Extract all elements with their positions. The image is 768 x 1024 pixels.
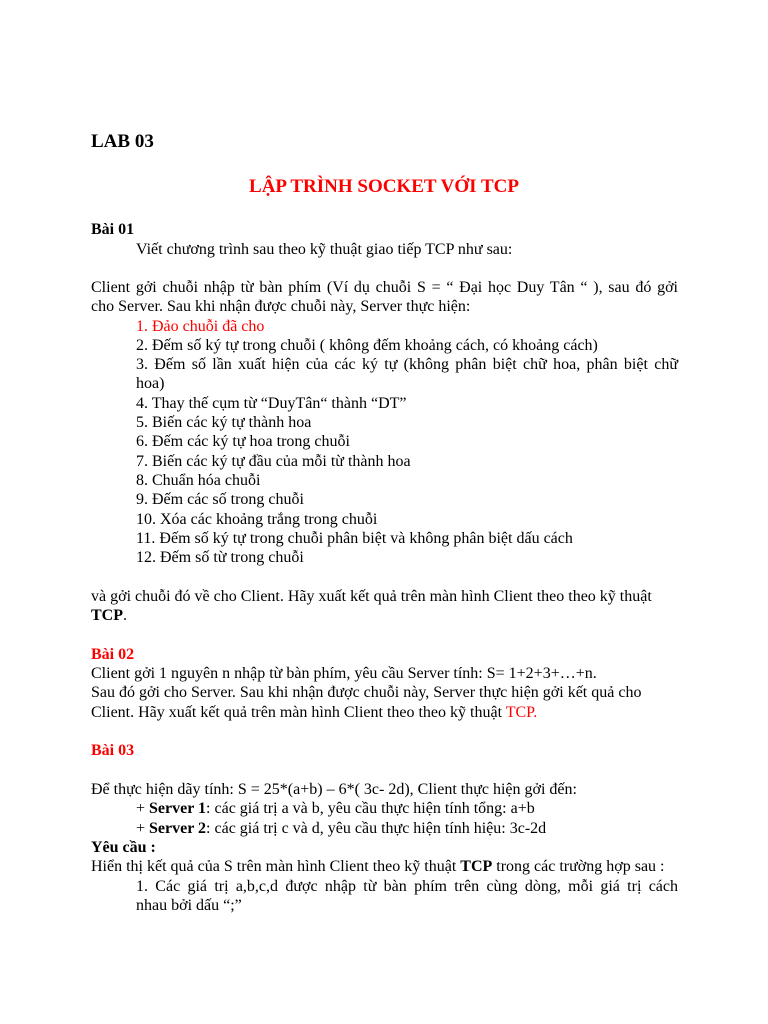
tcp-keyword: TCP.	[505, 704, 538, 721]
lab-label: LAB 03	[91, 131, 154, 152]
list-item: 7. Biến các ký tự đầu của mỗi từ thành hoa	[136, 453, 411, 470]
bullet-plus: +	[136, 820, 150, 837]
bai02-line: Sau đó gởi cho Server. Sau khi nhận được chuỗi này, Server thực hiện gởi kết quả cho	[91, 684, 642, 701]
list-item: 4. Thay thế cụm từ “DuyTân“ thành “DT”	[136, 395, 407, 412]
bai02-line-text: Client. Hãy xuất kết quả trên màn hình Client theo theo kỹ thuật	[91, 704, 506, 721]
bullet-plus: +	[136, 800, 150, 817]
requirement-text: Hiển thị kết quả của S trên màn hình Client theo kỹ thuật	[91, 858, 461, 875]
server2-line	[136, 819, 546, 838]
server2-label: Server 2	[149, 820, 207, 837]
list-item: 1. Đảo chuỗi đã cho	[136, 318, 265, 335]
list-item: 3. Đếm số lần xuất hiện của các ký tự (không phân biệt chữ hoa, phân biệt chữ	[136, 356, 678, 373]
list-item: 11. Đếm số ký tự trong chuỗi phân biệt và không phân biệt dấu cách	[136, 530, 573, 547]
list-item: hoa)	[136, 375, 165, 392]
list-item: 6. Đếm các ký tự hoa trong chuỗi	[136, 433, 350, 450]
list-item: 5. Biến các ký tự thành hoa	[136, 414, 312, 431]
bai02-line: Client gởi 1 nguyên n nhập từ bàn phím, yêu cầu Server tính: S= 1+2+3+…+n.	[91, 665, 597, 682]
bai01-closing-line: và gởi chuỗi đó về cho Client. Hãy xuất kết quả trên màn hình Client theo theo kỹ thuật	[91, 588, 652, 605]
requirement-text: trong các trường hợp sau :	[492, 858, 665, 875]
server1-label: Server 1	[149, 800, 207, 817]
bai03-heading: Bài 03	[91, 742, 135, 759]
requirement-line	[91, 857, 664, 876]
bai02-heading: Bài 02	[91, 646, 135, 663]
case-line: nhau bởi dấu “;”	[136, 897, 242, 914]
case-line: 1. Các giá trị a,b,c,d được nhập từ bàn phím trên cùng dòng, mỗi giá trị cách	[136, 878, 678, 895]
page-title: LẬP TRÌNH SOCKET VỚI TCP	[249, 176, 519, 197]
bai01-heading: Bài 01	[91, 221, 135, 238]
tcp-keyword: TCP	[460, 858, 493, 875]
list-item: 12. Đếm số từ trong chuỗi	[136, 549, 304, 566]
bai01-para-line: cho Server. Sau khi nhận được chuỗi này, Server thực hiện:	[91, 298, 471, 315]
bai01-para-line: Client gởi chuỗi nhập từ bàn phím (Ví dụ chuỗi S = “ Đại học Duy Tân “ ), sau đó gởi	[91, 279, 678, 296]
tcp-keyword: TCP	[91, 607, 123, 624]
list-item: 2. Đếm số ký tự trong chuỗi ( không đếm khoảng cách, có khoảng cách)	[136, 337, 598, 354]
list-item: 9. Đếm các số trong chuỗi	[136, 491, 304, 508]
server1-text: : các giá trị a và b, yêu cầu thực hiện tính tổng: a+b	[206, 800, 535, 817]
bai03-line: Để thực hiện dãy tính: S = 25*(a+b) – 6*( 3c- 2d), Client thực hiện gởi đến:	[91, 781, 577, 798]
bai01-intro: Viết chương trình sau theo kỹ thuật giao tiếp TCP như sau:	[136, 241, 513, 258]
server1-line	[136, 799, 535, 818]
requirement-label: Yêu cầu :	[91, 839, 156, 856]
list-item: 10. Xóa các khoảng trắng trong chuỗi	[136, 511, 378, 528]
bai01-closing-line	[91, 606, 127, 625]
closing-period: .	[123, 607, 127, 624]
server2-text: : các giá trị c và d, yêu cầu thực hiện tính hiệu: 3c-2d	[206, 820, 547, 837]
list-item: 8. Chuẩn hóa chuỗi	[136, 472, 261, 489]
bai02-line	[91, 703, 537, 722]
